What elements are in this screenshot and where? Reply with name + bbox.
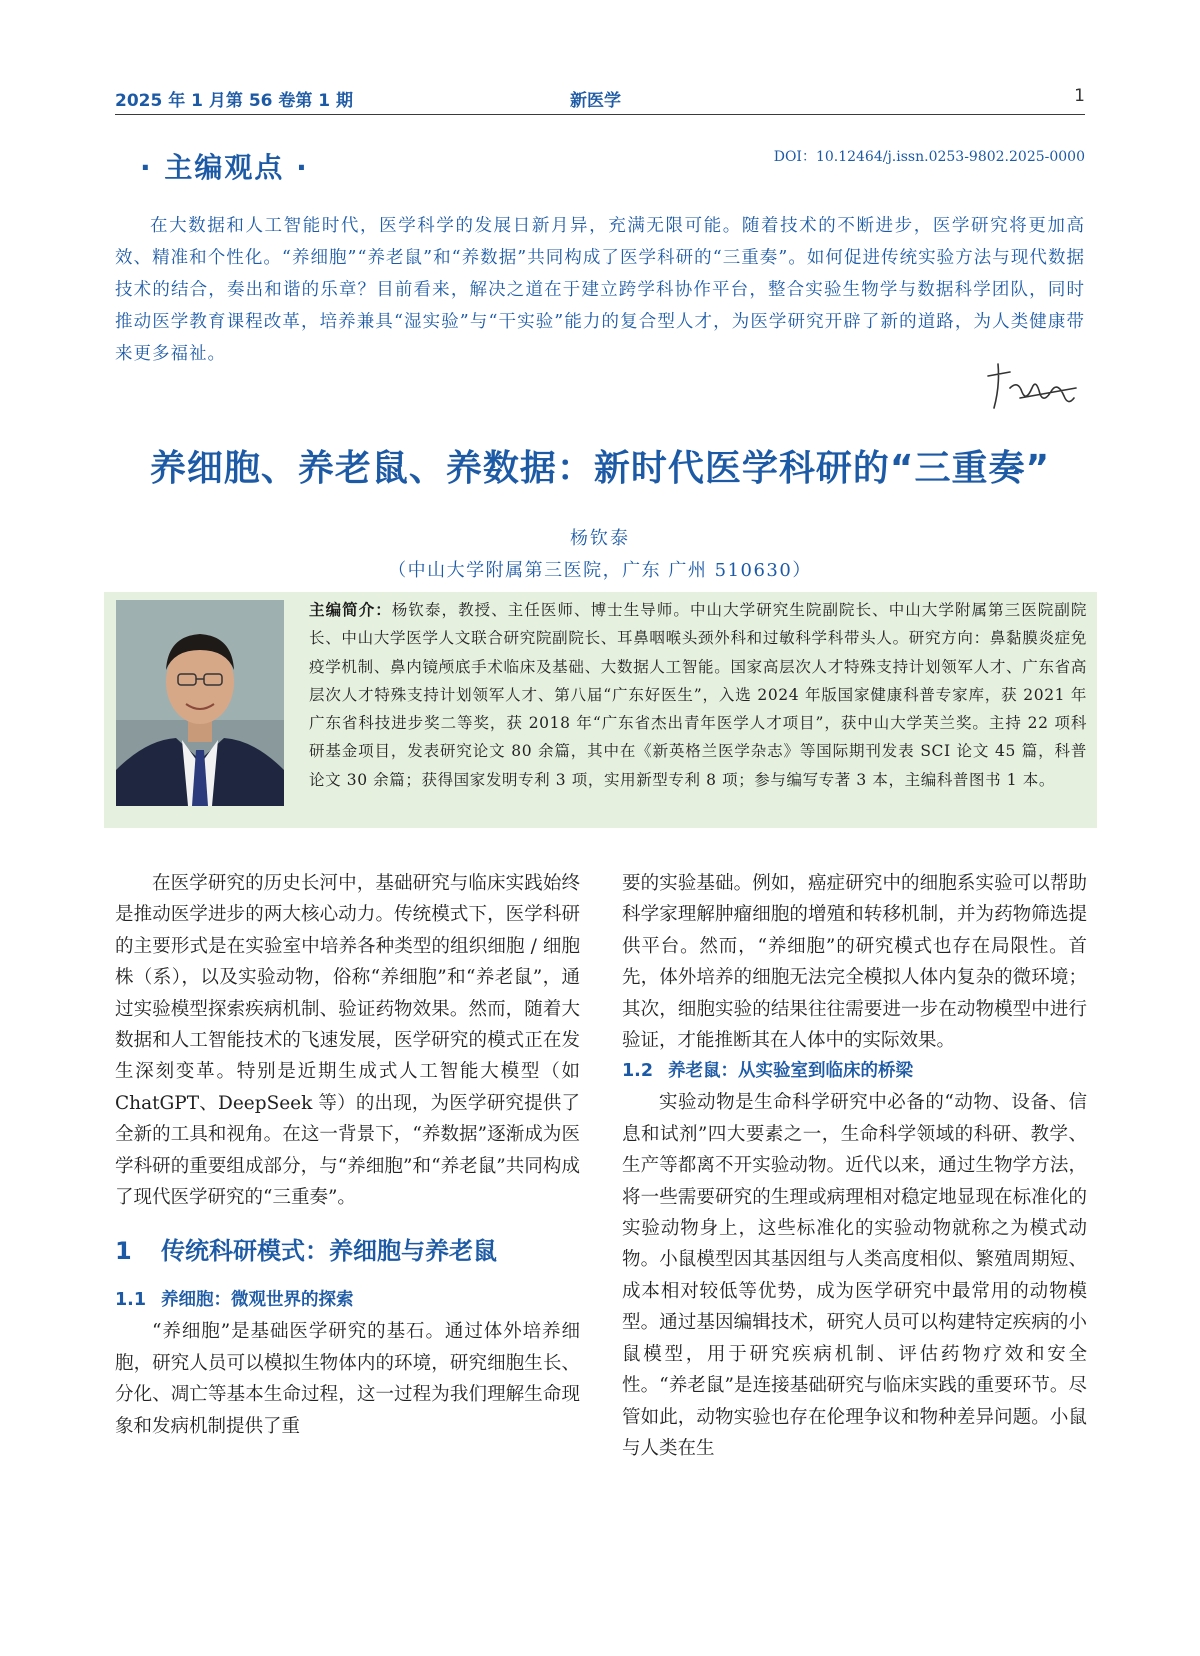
continued-paragraph: 要的实验基础。例如，癌症研究中的细胞系实验可以帮助科学家理解肿瘤细胞的增殖和转移机制，并为药物筛选提供平台。然而，“养细胞”的研究模式也存在局限性。首先，体外培养的细胞无法完全模拟人体内复杂的微环境；其次，细胞实验的结果往往需要进一步在动物模型中进行验证，才能推断其在人体中的实际效果。 (622, 873, 1087, 1052)
section-1-heading (115, 1233, 580, 1269)
author-name: 杨钦泰 (570, 528, 630, 549)
subsection-1-2-title: 养老鼠：从实验室到临床的桥梁 (668, 1061, 913, 1082)
page-number: 1 (1074, 86, 1085, 106)
editor-bio (309, 596, 1087, 794)
subsection-1-1-title: 养细胞：微观世界的探索 (161, 1290, 354, 1311)
journal-name: 新医学 (570, 91, 621, 111)
editorial-summary: 在大数据和人工智能时代，医学科学的发展日新月异，充满无限可能。随着技术的不断进步，医学研究将更加高效、精准和个性化。“养细胞”“养老鼠”和“养数据”共同构成了医学科研的“三重奏”。如何促进传统实验方法与现代数据技术的结合，奏出和谐的乐章？目前看来，解决之道在于建立跨学科协作平台，整合实验生物学与数据科学团队，同时推动医学教育课程改革，培养兼具“湿实验”与“干实验”能力的复合型人才，为医学研究开辟了新的道路，为人类健康带来更多福祉。 (115, 216, 1085, 364)
section-1-number: 1 (115, 1237, 132, 1266)
author-photo (116, 600, 284, 806)
subsection-1-2-heading (622, 1056, 1087, 1087)
right-column (622, 868, 1087, 1464)
section-1-title: 传统科研模式：养细胞与养老鼠 (161, 1237, 497, 1266)
subsection-1-1-paragraph: “养细胞”是基础医学研究的基石。通过体外培养细胞，研究人员可以模拟生物体内的环境，研究细胞生长、分化、凋亡等基本生命过程，这一过程为我们理解生命现象和发病机制提供了重 (115, 1321, 580, 1437)
bio-lead: 主编简介： (309, 601, 392, 619)
left-column (115, 868, 580, 1442)
author-affiliation: （中山大学附属第三医院，广东 广州 510630） (388, 560, 812, 581)
subsection-1-1-number: 1.1 (115, 1290, 147, 1311)
running-header (115, 84, 1085, 115)
section-tag: · 主编观点 · (140, 151, 309, 184)
editor-bio-box (104, 592, 1097, 828)
doi: DOI：10.12464/j.issn.0253-9802.2025-0000 (773, 149, 1085, 165)
issue-info: 2025 年 1 月第 56 卷第 1 期 (115, 91, 354, 111)
subsection-1-1-heading (115, 1285, 580, 1316)
bio-text: 杨钦泰，教授、主任医师、博士生导师。中山大学研究生院副院长、中山大学附属第三医院副院长、中山大学医学人文联合研究院副院长、耳鼻咽喉头颈外科和过敏科学科带头人。研究方向：鼻黏膜炎症免疫学机制、鼻内镜颅底手术临床及基础、大数据人工智能。国家高层次人才特殊支持计划领军人才、广东省高层次人才特殊支持计划领军人才、第八届“广东好医生”，入选 2024 年版国家健康科普专家库，获 2021 年广东省科技进步奖二等奖，获 2018 年“广东省杰出青年医学人才项目”，获中山大学芙兰奖。主持 22 项科研基金项目，发表研究论文 80 余篇，其中在《新英格兰医学杂志》等国际期刊发表 SCI 论文 45 篇，科普论文 30 余篇；获得国家发明专利 3 项，实用新型专利 8 项；参与编写专著 3 本，主编科普图书 1 本。 (309, 601, 1087, 789)
intro-paragraph: 在医学研究的历史长河中，基础研究与临床实践始终是推动医学进步的两大核心动力。传统模式下，医学科研的主要形式是在实验室中培养各种类型的组织细胞 / 细胞株（系），以及实验动物，俗称“养细胞”和“养老鼠”，通过实验模型探索疾病机制、验证药物效果。然而，随着大数据和人工智能技术的飞速发展，医学研究的模式正在发生深刻变革。特别是近期生成式人工智能大模型（如 ChatGPT、DeepSeek 等）的出现，为医学研究提供了全新的工具和视角。在这一背景下，“养数据”逐渐成为医学科研的重要组成部分，与“养细胞”和“养老鼠”共同构成了现代医学研究的“三重奏”。 (115, 873, 580, 1209)
subsection-1-2-paragraph: 实验动物是生命科学研究中必备的“动物、设备、信息和试剂”四大要素之一，生命科学领域的科研、教学、生产等都离不开实验动物。近代以来，通过生物学方法，将一些需要研究的生理或病理相对稳定地显现在标准化的实验动物身上，这些标准化的实验动物就称之为模式动物。小鼠模型因其基因组与人类高度相似、繁殖周期短、成本相对较低等优势，成为医学研究中最常用的动物模型。通过基因编辑技术，研究人员可以构建特定疾病的小鼠模型，用于研究疾病机制、评估药物疗效和安全性。“养老鼠”是连接基础研究与临床实践的重要环节。尽管如此，动物实验也存在伦理争议和物种差异问题。小鼠与人类在生 (622, 1092, 1087, 1459)
subsection-1-2-number: 1.2 (622, 1061, 654, 1082)
portrait-image (116, 600, 284, 806)
article-title: 养细胞、养老鼠、养数据：新时代医学科研的“三重奏” (149, 448, 1051, 489)
handwritten-signature (980, 358, 1080, 418)
